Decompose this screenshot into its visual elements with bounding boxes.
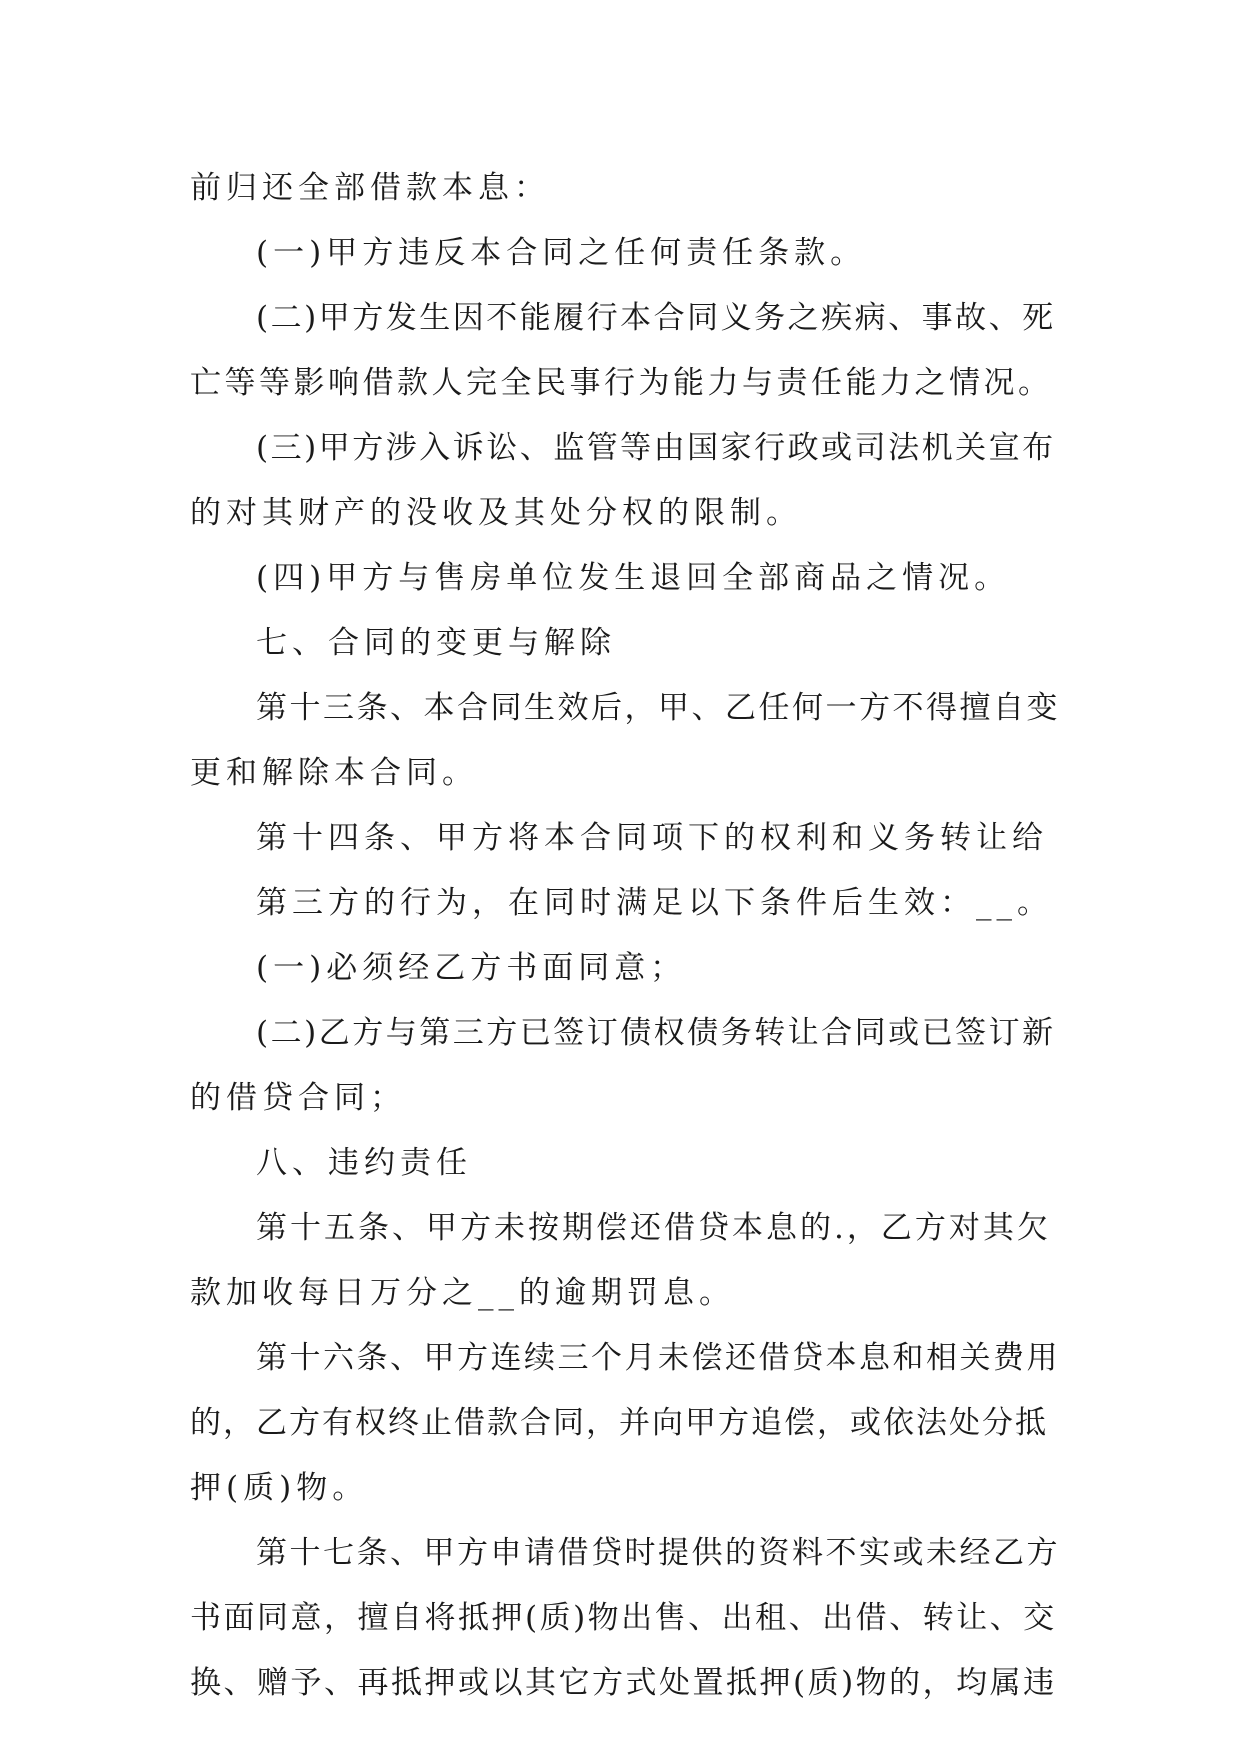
text-line: 换、赠予、再抵押或以其它方式处置抵押(质)物的，均属违 [190,1665,1057,1701]
text-line: 的，乙方有权终止借款合同，并向甲方追偿，或依法处分抵 [190,1405,1048,1441]
text-line: 书面同意，擅自将抵押(质)物出售、出租、出借、转让、交 [190,1600,1057,1636]
text-line: (一)必须经乙方书面同意； [256,950,687,986]
text-line: 第三方的行为，在同时满足以下条件后生效：__。 [256,885,1053,921]
text-line: 八、违约责任 [256,1145,472,1181]
text-line: (二)乙方与第三方已签订债权债务转让合同或已签订新 [256,1015,1056,1051]
text-line: 亡等等影响借款人完全民事行为能力与责任能力之情况。 [190,365,1053,401]
text-line: 第十五条、甲方未按期偿还借贷本息的.，乙方对其欠 [256,1210,1051,1246]
text-line: 第十四条、甲方将本合同项下的权利和义务转让给 [256,820,1048,856]
text-line: 的对其财产的没收及其处分权的限制。 [190,495,802,531]
text-line: 款加收每日万分之__的逾期罚息。 [190,1275,735,1311]
text-line: 第十七条、甲方申请借贷时提供的资料不实或未经乙方 [256,1535,1060,1571]
text-line: (一)甲方违反本合同之任何责任条款。 [256,235,867,271]
text-line: 更和解除本合同。 [190,755,478,791]
text-line: 的借贷合同； [190,1080,406,1116]
text-line: (二)甲方发生因不能履行本合同义务之疾病、事故、死 [256,300,1056,336]
text-line: (四)甲方与售房单位发生退回全部商品之情况。 [256,560,1011,596]
text-line: 第十六条、甲方连续三个月未偿还借贷本息和相关费用 [256,1340,1060,1376]
document-body [190,156,1060,1716]
text-line: 七、合同的变更与解除 [256,625,616,661]
text-line: (三)甲方涉入诉讼、监管等由国家行政或司法机关宣布 [256,430,1056,466]
text-line: 押(质)物。 [190,1470,369,1506]
text-line: 前归还全部借款本息： [190,170,550,206]
text-line: 第十三条、本合同生效后，甲、乙任何一方不得擅自变 [256,690,1060,726]
